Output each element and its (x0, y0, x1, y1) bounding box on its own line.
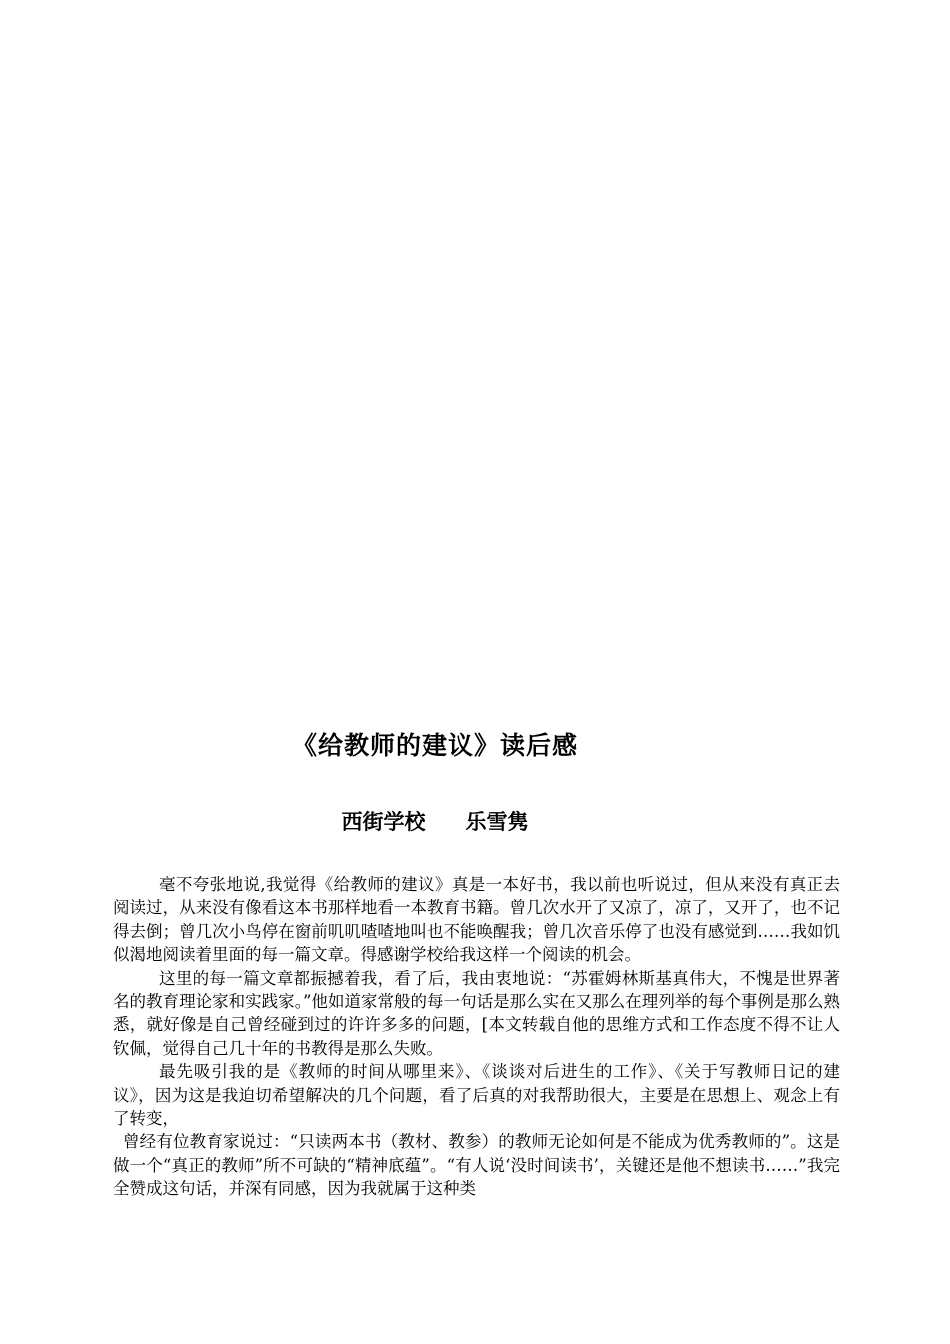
paragraph-1: 毫不夸张地说,我觉得《给教师的建议》真是一本好书，我以前也听说过，但从来没有真正去阅读过，从来没有像看这本书那样地看一本教育书籍。曾几次水开了又凉了，凉了，又开了，也不记得去倒；曾几次小鸟停在窗前叽叽喳喳地叫也不能唤醒我；曾几次音乐停了也没有感觉到……我如饥似渴地阅读着里面的每一篇文章。得感谢学校给我这样一个阅读的机会。 (113, 875, 840, 965)
document-title: 《给教师的建议》读后感 (291, 731, 578, 760)
author-line (0, 806, 870, 838)
article-body (113, 873, 840, 1201)
paragraph-3: 最先吸引我的是《教师的时间从哪里来》、《谈谈对后进生的工作》、《关于写教师日记的建议》，因为这是我迫切希望解决的几个问题，看了后真的对我帮助很大，主要是在思想上、观念上有了转变， (113, 1062, 840, 1129)
paragraph-2: 这里的每一篇文章都振撼着我，看了后，我由衷地说：“苏霍姆林斯基真伟大，不愧是世界著名的教育理论家和实践家。”他如道家常般的每一句话是那么实在又那么在理列举的每个事例是那么熟悉，就好像是自己曾经碰到过的许许多多的问题，[本文转载自他的思维方式和工作态度不得不让人钦佩，觉得自己几十年的书教得是那么失败。 (113, 968, 840, 1058)
school-name: 西街学校 (341, 810, 426, 834)
author-name: 乐雪隽 (465, 810, 529, 834)
paragraph-4: 曾经有位教育家说过：“只读两本书（教材、教参）的教师无论如何是不能成为优秀教师的”。这是做一个“真正的教师”所不可缺的“精神底蕴”。“有人说‘没时间读书’，关键还是他不想读书……”我完全赞成这句话，并深有同感，因为我就属于这种类 (113, 1132, 840, 1199)
